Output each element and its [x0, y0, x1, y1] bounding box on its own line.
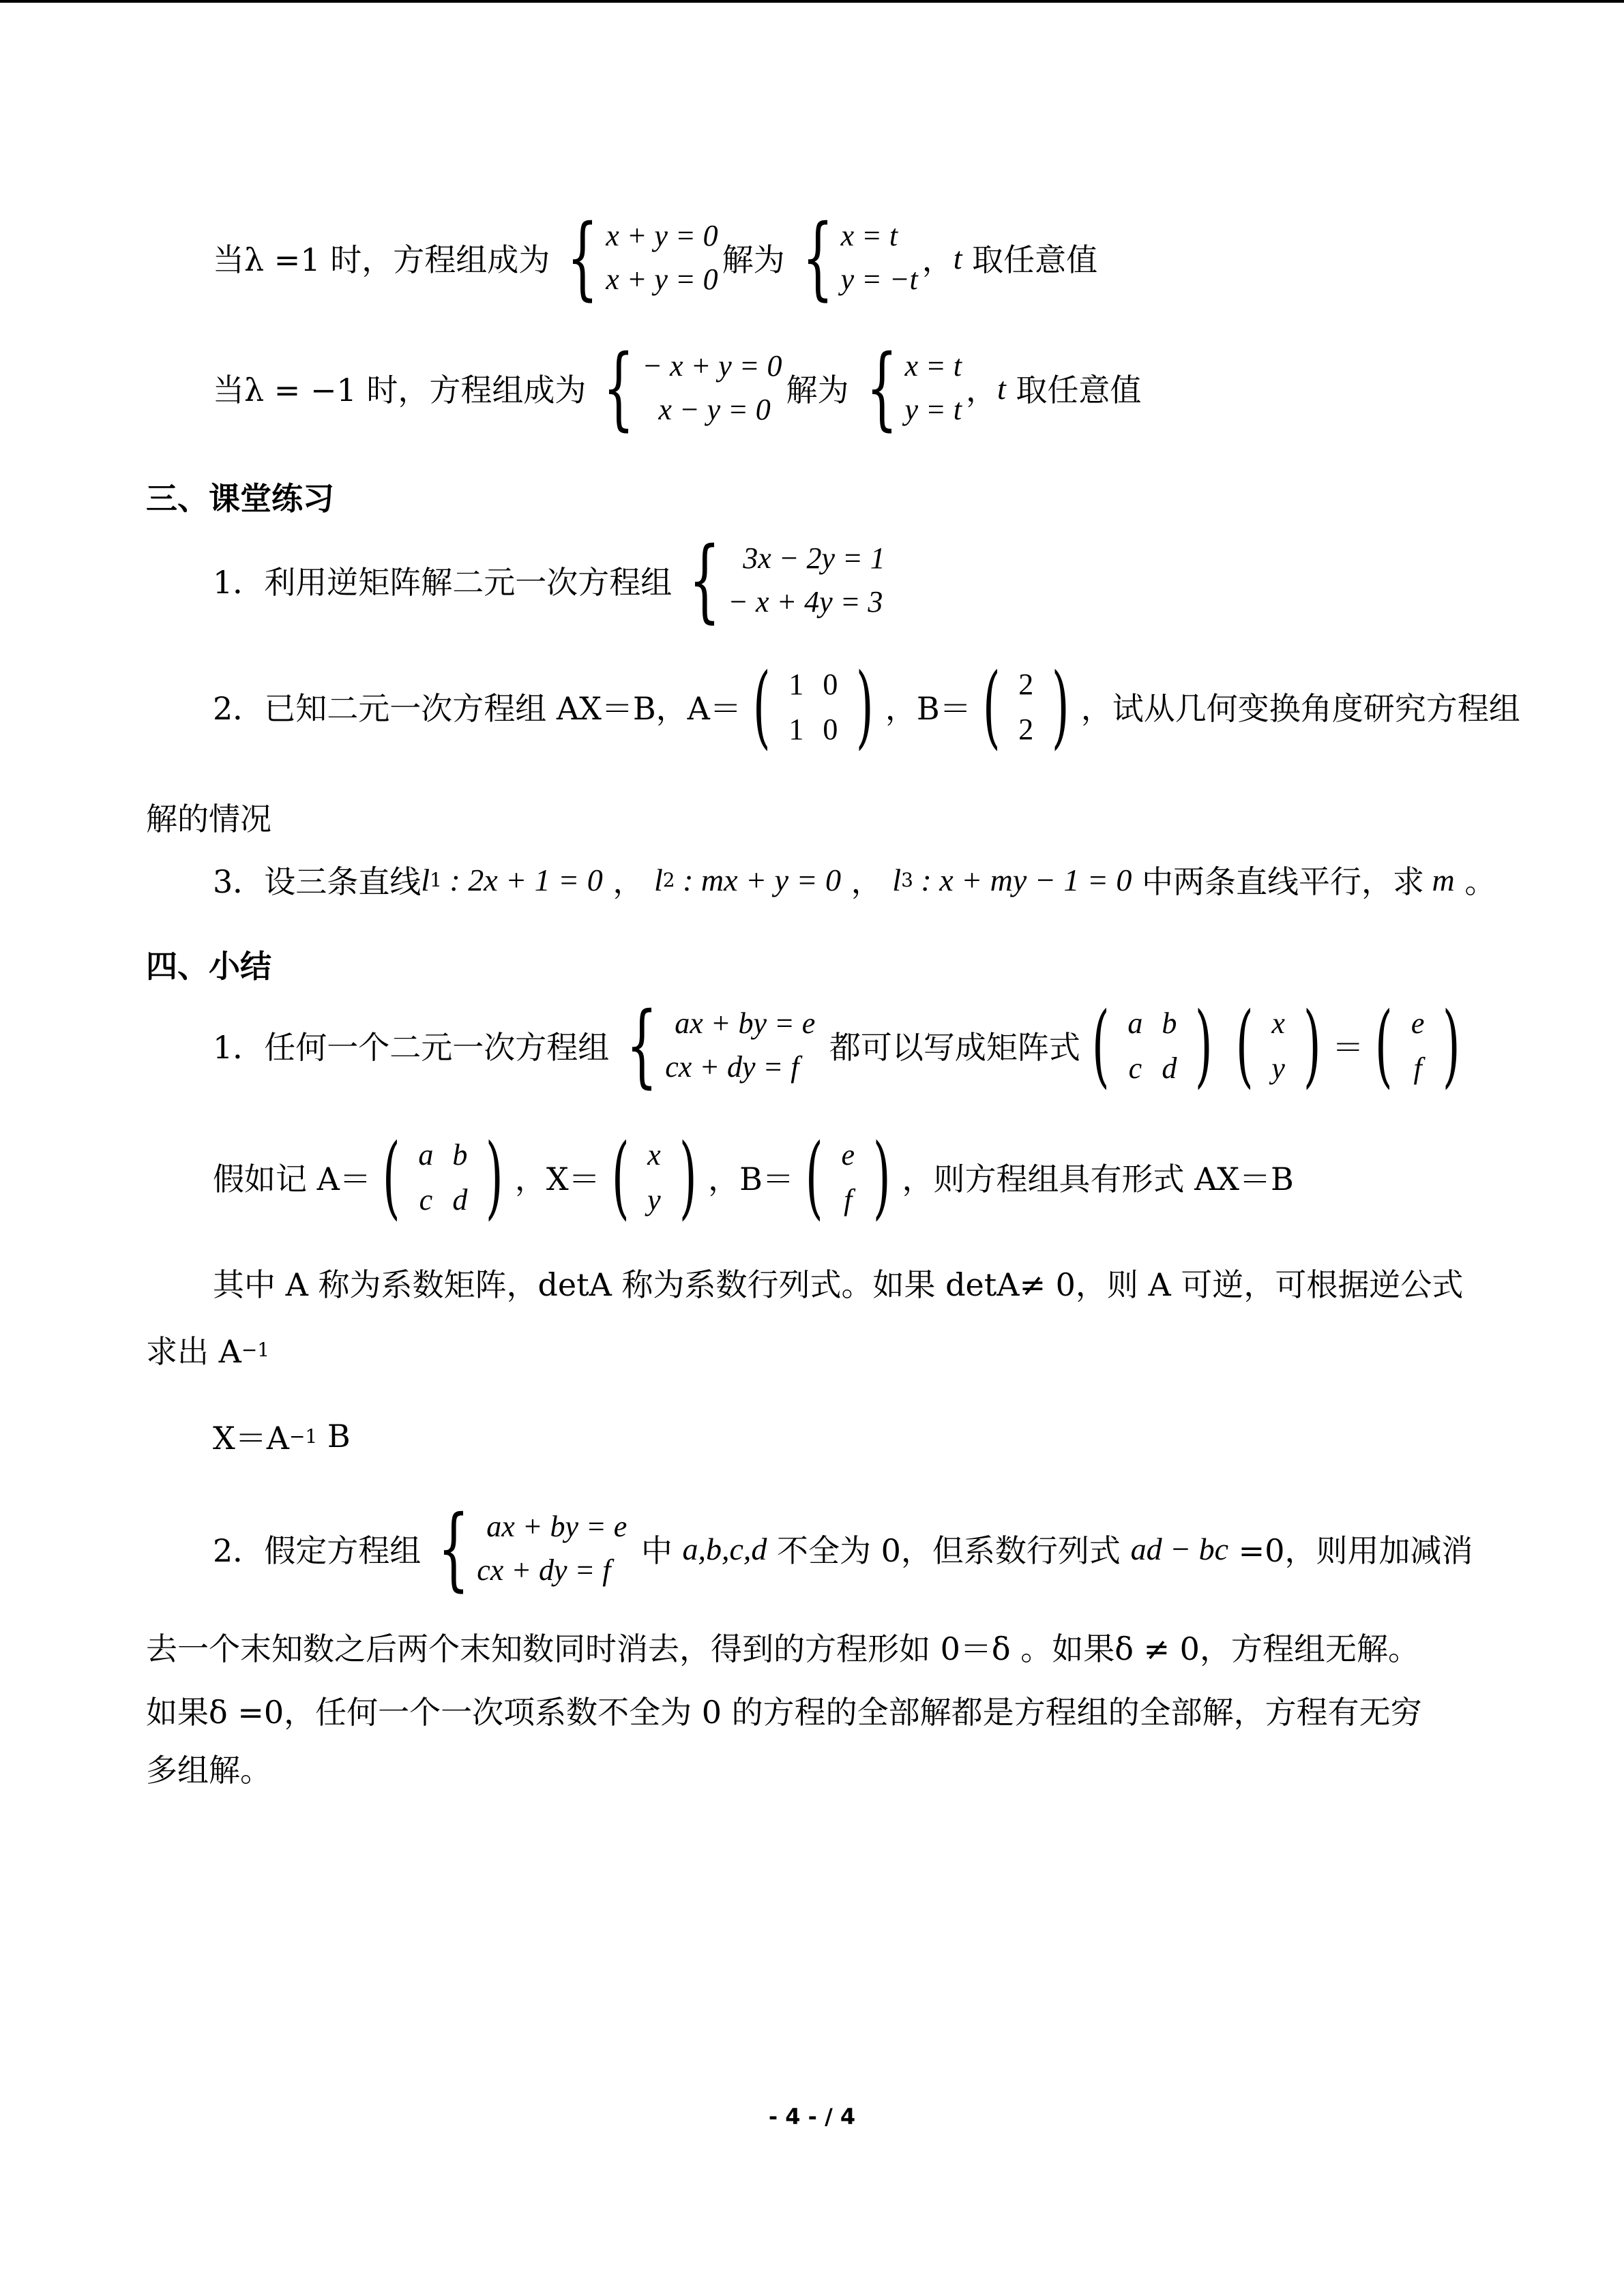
case1-line: [213, 205, 1098, 310]
ve: e: [841, 1137, 855, 1172]
coef-b: b: [1162, 1006, 1177, 1040]
case2-tail: 取任意值: [1005, 372, 1142, 408]
exercise2-sep: ，B＝: [885, 690, 971, 727]
line-l3-eq: : x + my − 1 = 0: [913, 862, 1132, 897]
vy: y: [647, 1182, 661, 1217]
line-l3-sub: 3: [901, 868, 913, 891]
paragraph1-line1: 其中 A 称为系数矩阵，detA 称为系数行列式。如果 detA≠ 0，则 A 可逆，可根据逆公式: [213, 1266, 1464, 1303]
paragraph2-line1: 去一个末知数之后两个末知数同时消去，得到的方程形如 0＝δ 。如果δ ≠ 0，方程组无解。: [146, 1630, 1419, 1667]
paragraph1-line2-sup: −1: [241, 1338, 270, 1361]
summary1-text: 1．任何一个二元一次方程组: [213, 1029, 610, 1066]
line-l2: l: [653, 862, 663, 897]
case2-line: [213, 336, 1142, 441]
case1-solution: { x = t y = −t: [801, 205, 918, 310]
case2-solution: { x = t y = t: [866, 336, 962, 441]
a21: 1: [788, 712, 804, 746]
section4-heading: 四、小结: [146, 948, 271, 985]
summary2-line: [213, 1496, 1473, 1601]
summary2-det: ad − bc: [1130, 1531, 1229, 1566]
exercise3-line: [213, 857, 1496, 902]
case1-sol1: x = t: [840, 219, 898, 252]
case1-solution-label: 解为: [722, 241, 785, 278]
section3-heading: 三、课堂练习: [146, 480, 334, 517]
inverse-formula: [213, 1414, 351, 1459]
summary1-equals: ＝: [1332, 1029, 1364, 1066]
case2-sol1: x = t: [904, 349, 962, 383]
formula-sup: −1: [289, 1425, 318, 1448]
a22: 0: [823, 712, 838, 746]
exercise1-system: { 3x − 2y = 1 − x + 4y = 3: [689, 528, 885, 633]
var-y: y: [1271, 1051, 1285, 1085]
summary1b-vector-b: ( e f ): [805, 1124, 891, 1229]
summary1-system: { ax + by = e cx + dy = f: [626, 993, 816, 1098]
exercise3-sep1: ，: [602, 863, 654, 900]
vf: f: [844, 1182, 853, 1217]
summary1-coef-matrix: ( a b c d ): [1091, 993, 1213, 1098]
summary1-eq1: ax + by = e: [675, 1007, 816, 1040]
exercise3-text: 3．设三条直线: [213, 863, 422, 900]
exercise2-matrix-b: ( 2 2 ): [982, 654, 1069, 759]
case1-comma: ，: [921, 241, 954, 278]
ma: a: [418, 1137, 434, 1172]
page-number: - 4 - / 4: [768, 2104, 856, 2130]
formula-rhs: B: [317, 1418, 351, 1455]
paragraph1-line2-text: 求出 A: [146, 1333, 241, 1370]
exercise3-mid: 中两条直线平行，求: [1132, 863, 1425, 900]
exercise3-sep2: ，: [841, 863, 893, 900]
line-l3: l: [892, 862, 902, 897]
const-f: f: [1413, 1051, 1422, 1085]
case1-system: { x + y = 0 x + y = 0: [567, 205, 718, 310]
case1-eq1: x + y = 0: [606, 219, 718, 252]
summary1-mid: 都可以写成矩阵式: [819, 1029, 1080, 1066]
line-l1: l: [421, 862, 430, 897]
b1: 2: [1018, 667, 1034, 701]
paragraph2-line2: 如果δ =0，任何一个一次项系数不全为 0 的方程的全部解都是方程组的全部解，方程有无穷: [146, 1694, 1422, 1731]
case2-param: t: [996, 370, 1006, 406]
case1-text: 当λ =1 时，方程组成为: [213, 241, 550, 278]
mc: c: [419, 1182, 433, 1217]
exercise2-tail: ，试从几何变换角度研究方程组: [1080, 690, 1520, 727]
summary1-var-vector: ( x y ): [1235, 993, 1321, 1098]
case1-sol2: y = −t: [840, 263, 918, 296]
b2: 2: [1018, 712, 1034, 746]
paragraph2-line3: 多组解。: [146, 1752, 271, 1789]
exercise2-text: 2．已知二元一次方程组 AX＝B，A＝: [213, 690, 741, 727]
vx: x: [647, 1137, 661, 1172]
const-e: e: [1411, 1006, 1425, 1040]
summary2-text: 2．假定方程组: [213, 1532, 422, 1569]
line-l2-sub: 2: [662, 868, 675, 891]
summary1b-line: [213, 1124, 1294, 1229]
case2-solution-label: 解为: [786, 372, 849, 408]
coef-a: a: [1127, 1006, 1143, 1040]
summary2-system: { ax + by = e cx + dy = f: [438, 1496, 628, 1601]
mb: b: [452, 1137, 468, 1172]
summary2-vars: a,b,c,d: [682, 1531, 767, 1566]
a12: 0: [823, 667, 838, 701]
case2-eq2: x − y = 0: [658, 393, 771, 426]
paragraph1-line2: [146, 1327, 269, 1372]
summary1b-matrix-a: ( a b c d ): [382, 1124, 503, 1229]
line-l2-eq: : mx + y = 0: [675, 862, 842, 897]
top-border: [0, 0, 1624, 3]
summary1b-text: 假如记 A＝: [213, 1161, 371, 1197]
case1-param: t: [953, 240, 962, 275]
summary2-mid: 中: [631, 1532, 683, 1569]
exercise1-eq1: 3x − 2y = 1: [743, 541, 885, 575]
summary1-eq2: cx + dy = f: [665, 1050, 799, 1084]
exercise1-eq2: − x + 4y = 3: [728, 585, 883, 618]
case1-eq2: x + y = 0: [606, 263, 718, 296]
summary1-line: [213, 993, 1472, 1098]
summary2-eq2: cx + dy = f: [477, 1553, 611, 1587]
exercise3-m: m: [1424, 862, 1455, 897]
exercise2-continuation: 解的情况: [146, 801, 271, 837]
exercise2-line: [213, 654, 1520, 759]
line-l1-sub: 1: [430, 868, 442, 891]
summary2-mid2: 不全为 0，但系数行列式: [767, 1532, 1131, 1569]
summary2-tail: =0，则用加减消: [1228, 1532, 1473, 1569]
formula-lhs: X＝A: [213, 1420, 289, 1457]
summary2-eq1: ax + by = e: [486, 1510, 628, 1543]
line-l1-eq: : 2x + 1 = 0: [441, 862, 603, 897]
exercise1-line: [213, 528, 889, 633]
var-x: x: [1271, 1006, 1285, 1040]
case2-sol2: y = t: [904, 393, 962, 426]
coef-c: c: [1128, 1051, 1142, 1085]
a11: 1: [788, 667, 804, 701]
exercise2-matrix-a: ( 1 0 1 0 ): [752, 654, 874, 759]
coef-d: d: [1162, 1051, 1177, 1085]
case1-tail: 取任意值: [962, 241, 1098, 278]
summary1b-tail: ，则方程组具有形式 AX＝B: [902, 1161, 1294, 1197]
case2-comma: ，: [965, 372, 997, 408]
case2-system: { − x + y = 0 x − y = 0: [603, 336, 782, 441]
md: d: [452, 1182, 468, 1217]
case2-eq1: − x + y = 0: [642, 349, 782, 383]
summary1b-vector-x: ( x y ): [611, 1124, 697, 1229]
exercise1-text: 1．利用逆矩阵解二元一次方程组: [213, 564, 673, 601]
case2-text: 当λ = −1 时，方程组成为: [213, 372, 587, 408]
summary1b-sep2: ，B＝: [708, 1161, 794, 1197]
summary1b-sep1: ，X＝: [514, 1161, 600, 1197]
exercise3-end: 。: [1454, 863, 1496, 900]
summary1-const-vector: ( e f ): [1375, 993, 1461, 1098]
